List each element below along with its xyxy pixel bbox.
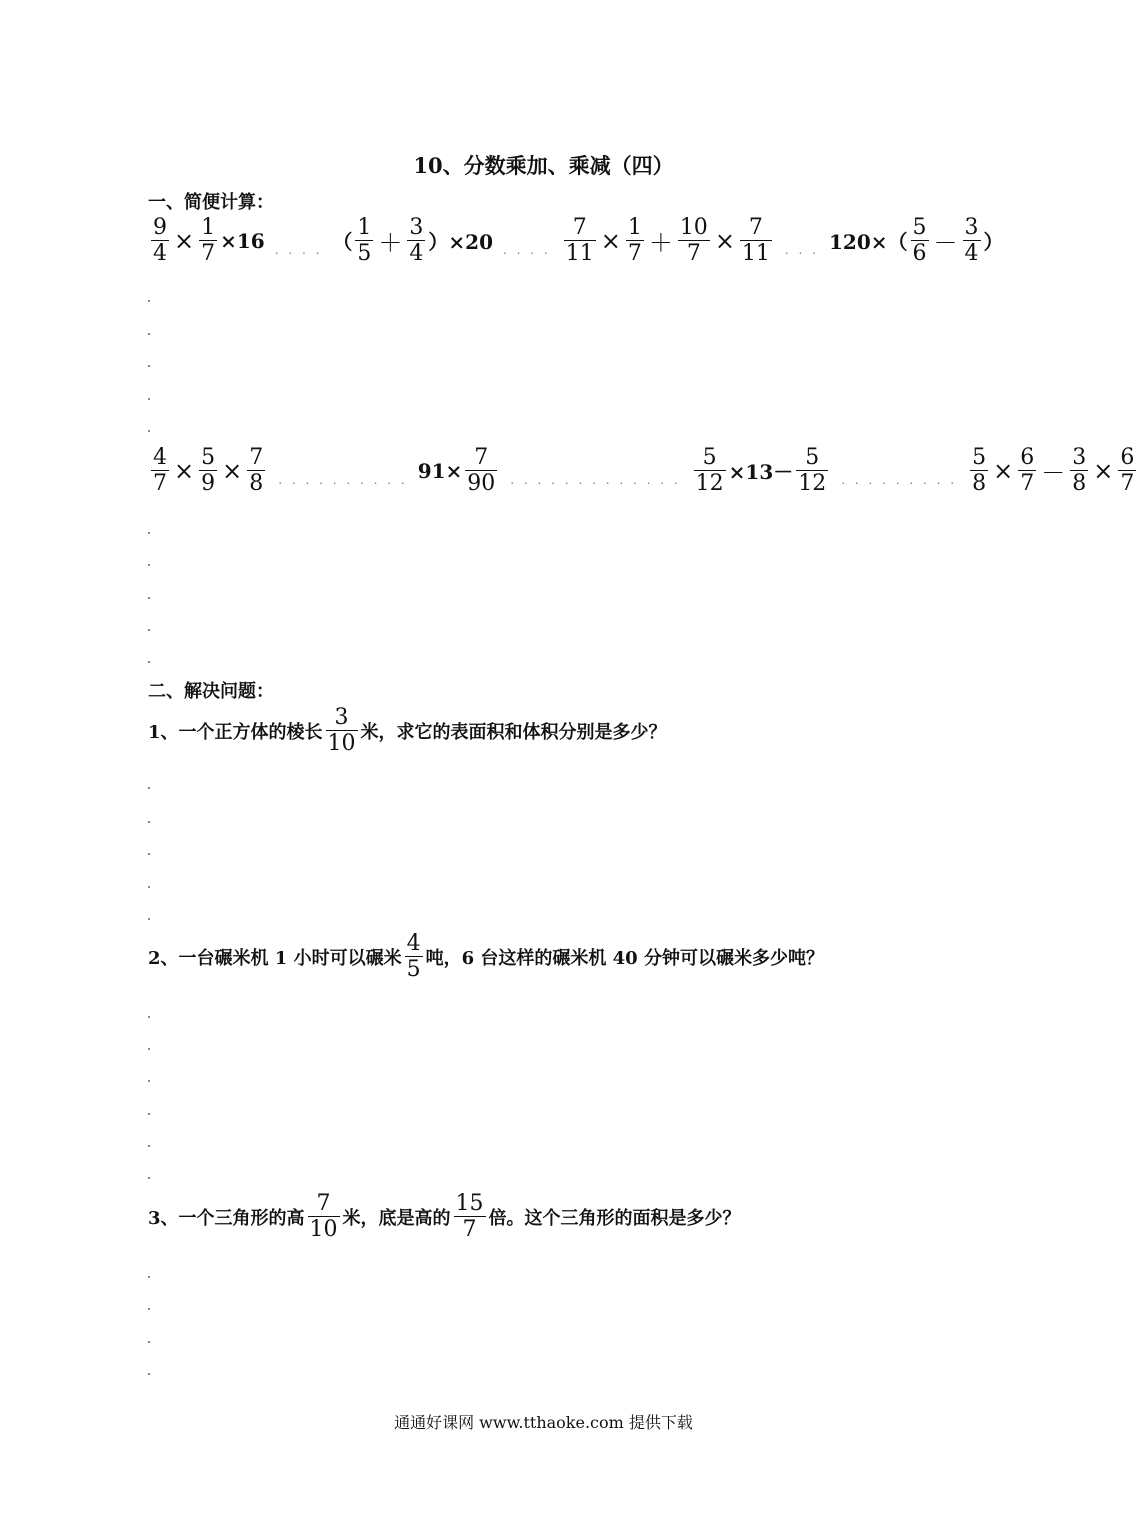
paragraph-mark bbox=[148, 532, 150, 534]
fraction: $\frac{4}{7}$ bbox=[153, 445, 167, 497]
problem-3 bbox=[148, 1192, 741, 1241]
dot-leader: . . . . . . . . . . bbox=[278, 473, 408, 488]
fraction: $\frac{6}{7}$ bbox=[1120, 445, 1135, 497]
operator: × bbox=[714, 226, 735, 255]
dot-leader: . . . . bbox=[503, 243, 551, 258]
fraction: $\frac{10}{7}$ bbox=[679, 215, 708, 267]
dot-leader: . . . . . . . . . bbox=[841, 473, 958, 488]
paragraph-mark bbox=[148, 661, 150, 663]
fraction: $\frac{5}{6}$ bbox=[912, 215, 927, 267]
fraction: $\frac{15}{7}$ bbox=[455, 1191, 484, 1243]
fraction: $\frac{7}{8}$ bbox=[249, 445, 264, 497]
section-heading-problems: 二、解决问题： bbox=[148, 681, 274, 702]
paragraph-mark bbox=[148, 918, 150, 920]
fraction: $\frac{1}{5}$ bbox=[357, 215, 372, 267]
fraction: $\frac{4}{5}$ bbox=[406, 931, 421, 983]
paragraph-mark bbox=[148, 787, 150, 789]
problem-text: 米，求它的表面积和体积分别是多少？ bbox=[360, 721, 667, 743]
fraction: $\frac{7}{11}$ bbox=[565, 215, 594, 267]
paragraph-mark bbox=[148, 365, 150, 367]
operator: × bbox=[993, 456, 1014, 485]
fraction: $\frac{9}{4}$ bbox=[153, 215, 167, 267]
page-title: 10、分数乘加、乘减（四） bbox=[413, 153, 674, 178]
problem-text: 2、一台碾米机 1 小时可以碾米 bbox=[148, 947, 402, 969]
paragraph-mark bbox=[148, 886, 150, 888]
paragraph-mark bbox=[148, 1145, 150, 1147]
problem-text: 吨，6 台这样的碾米机 40 分钟可以碾米多少吨？ bbox=[425, 947, 824, 969]
expression-text: ） bbox=[983, 230, 1004, 255]
paragraph-mark bbox=[148, 1113, 150, 1115]
dot-leader: . . . . . . . . . . . . . bbox=[510, 473, 681, 488]
fraction: $\frac{3}{4}$ bbox=[964, 215, 979, 267]
operator: × bbox=[222, 456, 243, 485]
section-heading-calc: 一、简便计算： bbox=[148, 192, 274, 213]
calc-row-1 bbox=[148, 216, 1004, 265]
expression-text: ×16 bbox=[220, 228, 265, 253]
operator: － bbox=[933, 229, 958, 258]
paragraph-mark bbox=[148, 1308, 150, 1310]
paragraph-mark bbox=[148, 853, 150, 855]
operator: － bbox=[1041, 459, 1066, 488]
paragraph-mark bbox=[148, 1080, 150, 1082]
expression-text: 91× bbox=[417, 458, 463, 483]
paragraph-mark bbox=[148, 300, 150, 302]
paragraph-mark bbox=[148, 564, 150, 566]
paragraph-mark bbox=[148, 1016, 150, 1018]
fraction: $\frac{7}{11}$ bbox=[741, 215, 770, 267]
paragraph-mark bbox=[148, 1177, 150, 1179]
fraction: $\frac{5}{12}$ bbox=[798, 445, 827, 497]
operator: ＋ bbox=[648, 229, 673, 258]
fraction: $\frac{5}{8}$ bbox=[972, 445, 987, 497]
fraction: $\frac{6}{7}$ bbox=[1020, 445, 1035, 497]
problem-text: 3、一个三角形的高 bbox=[148, 1207, 305, 1229]
dot-leader: . . . . bbox=[274, 243, 323, 258]
fraction: $\frac{3}{4}$ bbox=[409, 215, 424, 267]
problem-1 bbox=[148, 706, 667, 755]
fraction: $\frac{5}{9}$ bbox=[201, 445, 216, 497]
expression-text: ）×20 bbox=[428, 230, 493, 255]
paragraph-mark bbox=[148, 629, 150, 631]
fraction: $\frac{3}{8}$ bbox=[1072, 445, 1087, 497]
fraction: $\frac{1}{7}$ bbox=[201, 215, 216, 267]
paragraph-mark bbox=[148, 1276, 150, 1278]
calc-row-2 bbox=[148, 446, 1139, 495]
operator: × bbox=[1093, 456, 1114, 485]
problem-text: 1、一个正方体的棱长 bbox=[148, 721, 323, 743]
problem-text: 米，底是高的 bbox=[342, 1207, 451, 1229]
problem-text: 倍。这个三角形的面积是多少？ bbox=[488, 1207, 741, 1229]
fraction: $\frac{3}{10}$ bbox=[327, 705, 356, 757]
operator: ＋ bbox=[378, 229, 403, 258]
paragraph-mark bbox=[148, 1341, 150, 1343]
paragraph-mark bbox=[148, 821, 150, 823]
paragraph-mark bbox=[148, 597, 150, 599]
paragraph-mark bbox=[148, 398, 150, 400]
operator: × bbox=[174, 456, 195, 485]
problem-2 bbox=[148, 932, 824, 981]
footer-credit: 通通好课网 www.tthaoke.com 提供下载 bbox=[394, 1413, 693, 1432]
expression-text: 120×（ bbox=[829, 230, 908, 255]
paragraph-mark bbox=[148, 430, 150, 432]
paragraph-mark bbox=[148, 1373, 150, 1375]
fraction: $\frac{7}{90}$ bbox=[467, 445, 496, 497]
fraction: $\frac{5}{12}$ bbox=[695, 445, 724, 497]
operator: × bbox=[600, 226, 621, 255]
expression-text: （ bbox=[332, 230, 353, 255]
fraction: $\frac{1}{7}$ bbox=[627, 215, 642, 267]
dot-leader: . . . bbox=[784, 243, 819, 258]
paragraph-mark bbox=[148, 1048, 150, 1050]
paragraph-mark bbox=[148, 333, 150, 335]
expression-text: ×13－ bbox=[728, 460, 794, 485]
fraction: $\frac{7}{10}$ bbox=[309, 1191, 338, 1243]
operator: × bbox=[174, 226, 195, 255]
